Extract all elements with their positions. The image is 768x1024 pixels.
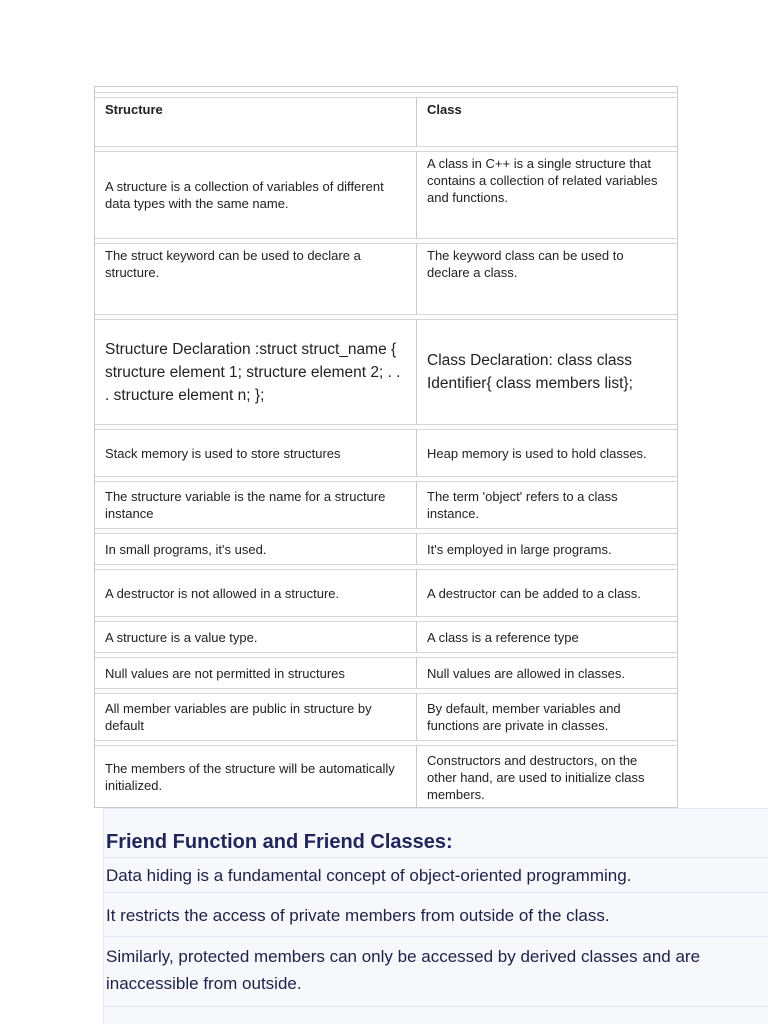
table-row [95, 430, 677, 476]
paragraph: Similarly, protected members can only be accessed by derived classes and are inaccessible from outside. [106, 947, 701, 993]
class-cell: The keyword class can be used to declare a class. [427, 248, 624, 280]
structure-cell: The members of the structure will be automatically initialized. [105, 761, 395, 793]
table-row [95, 244, 677, 314]
structure-cell: Null values are not permitted in structures [105, 665, 345, 681]
friend-section [103, 808, 768, 1024]
class-cell: Class Declaration: class class Identifier{ class members list}; [427, 352, 633, 392]
class-cell: A class in C++ is a single structure that contains a collection of related variables and functions. [427, 156, 658, 205]
structure-cell: A structure is a value type. [105, 629, 258, 645]
class-cell: Heap memory is used to hold classes. [427, 445, 647, 461]
class-cell: A destructor can be added to a class. [427, 585, 641, 601]
header-structure: Structure [105, 102, 163, 117]
class-cell: A class is a reference type [427, 629, 579, 645]
class-cell: Null values are allowed in classes. [427, 665, 625, 681]
class-cell: Constructors and destructors, on the other hand, are used to initialize class members. [427, 752, 645, 802]
table-row [95, 658, 677, 688]
structure-cell: In small programs, it's used. [105, 541, 267, 557]
paragraph: Data hiding is a fundamental concept of object-oriented programming. [106, 866, 632, 885]
class-cell: It's employed in large programs. [427, 541, 612, 557]
structure-cell: The structure variable is the name for a structure instance [105, 489, 386, 521]
structure-cell: Stack memory is used to store structures [105, 445, 341, 461]
table-header-row [95, 98, 677, 146]
divider [104, 936, 768, 937]
divider [104, 857, 768, 858]
structure-cell: All member variables are public in structure by default [105, 701, 372, 733]
table-row [95, 694, 677, 740]
header-class: Class [427, 102, 462, 117]
table-row [95, 622, 677, 652]
structure-cell: A structure is a collection of variables of different data types with the same name. [105, 179, 384, 211]
section-heading: Friend Function and Friend Classes: [106, 831, 453, 853]
comparison-table [94, 86, 678, 808]
structure-cell: A destructor is not allowed in a structure. [105, 585, 340, 601]
table-row [95, 570, 677, 616]
table-row [95, 746, 677, 808]
class-cell: The term 'object' refers to a class instance. [427, 489, 618, 521]
divider [104, 892, 768, 893]
table-row [95, 320, 677, 424]
table-row [95, 534, 677, 564]
table-row [95, 482, 677, 528]
class-cell: By default, member variables and functions are private in classes. [427, 701, 621, 733]
paragraph: It restricts the access of private members from outside of the class. [106, 906, 610, 925]
table-row [95, 152, 677, 238]
divider [104, 1006, 768, 1007]
structure-cell: The struct keyword can be used to declare a structure. [105, 248, 361, 280]
structure-cell: Structure Declaration :struct struct_name { structure element 1; structure element 2; . . . structure element n; }; [105, 340, 401, 404]
